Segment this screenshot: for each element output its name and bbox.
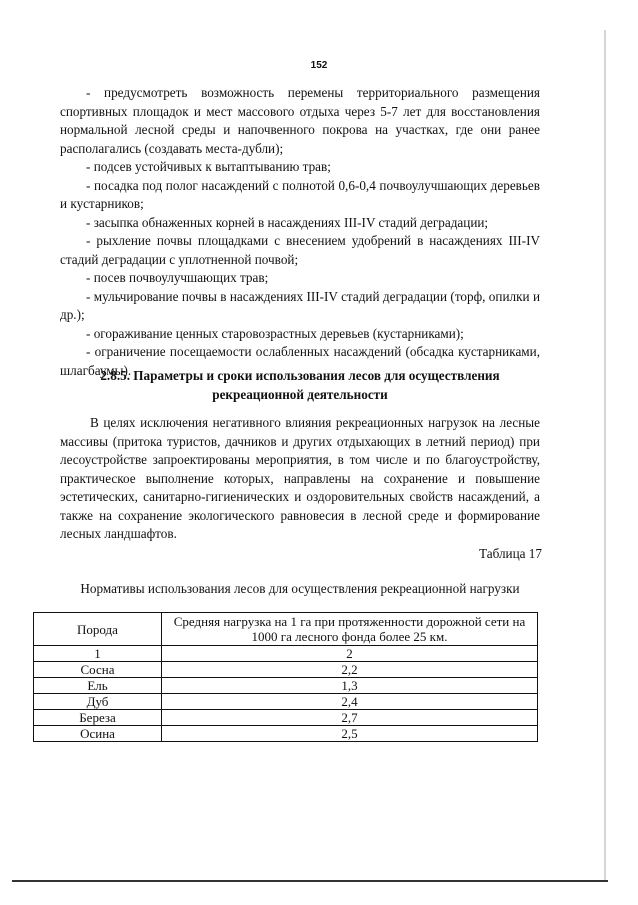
table-column-number-row (34, 646, 538, 662)
table-row (34, 710, 538, 726)
page-number: 152 (310, 60, 328, 71)
species-cell: Береза (34, 710, 162, 726)
norms-table (33, 612, 538, 742)
list-item: - посев почвоулучшающих трав; (86, 270, 269, 285)
list-item: - посадка под полог насаждений с полнотой 0,6-0,4 почвоулучшающих деревьев и кустарников; (60, 177, 540, 211)
list-item: - рыхление почвы площадками с внесением удобрений в насаждениях III-IV стадий деградации с уплотненной почвой; (60, 233, 540, 267)
list-item: - подсев устойчивых к вытаптыванию трав; (86, 159, 331, 174)
table-row (34, 694, 538, 710)
species-cell: Сосна (34, 662, 162, 678)
load-cell: 2,4 (162, 694, 538, 710)
recommendations-list (60, 84, 540, 380)
load-cell: 2,2 (162, 662, 538, 678)
header-species: Порода (34, 613, 162, 646)
list-item: - засыпка обнаженных корней в насаждениях III-IV стадий деградации; (86, 214, 489, 230)
section-heading-line1: 2.8.5. Параметры и сроки использования лесов для осуществления (100, 368, 500, 383)
header-load: Средняя нагрузка на 1 га при протяженности дорожной сети на 1000 га лесного фонда более 25 км. (162, 613, 538, 646)
table-label: Таблица 17 (479, 546, 542, 561)
table-row (34, 726, 538, 742)
species-cell: Осина (34, 726, 162, 742)
intro-paragraph: В целях исключения негативного влияния рекреационных нагрузок на лесные массивы (притока туристов, дачников и других отдыхающих в летний период) при лесоустройстве запроектированы мероприятия, в том числе и по благоустройству, практическое выполнение которых, направлены на сохранение и повышение эстетических, санитарно-гигиенических и оздоровительных свойств насаждений, а также на сохранение экологического равновесия в лесной среде и формирование лесных ландшафтов. (60, 415, 540, 541)
footer-divider (12, 880, 608, 882)
load-cell: 2,7 (162, 710, 538, 726)
section-heading (60, 367, 540, 404)
load-cell: 2,5 (162, 726, 538, 742)
page-edge-line (604, 30, 606, 880)
section-heading-line2: рекреационной деятельности (212, 386, 388, 402)
col-number: 2 (162, 646, 538, 662)
list-item: - ограничение посещаемости ослабленных насаждений (обсадка кустарниками, шлагбаумы). (60, 344, 540, 378)
species-cell: Дуб (34, 694, 162, 710)
table-row (34, 678, 538, 694)
table-caption: Нормативы использования лесов для осуществления рекреационной нагрузки (80, 581, 520, 596)
table-row (34, 662, 538, 678)
species-cell: Ель (34, 678, 162, 694)
list-item: - предусмотреть возможность перемены территориального размещения спортивных площадок и мест массового отдыха через 5-7 лет для восстановления нормальной лесной среды и напочвенного покрова на участках, где они ранее располагались (создавать места-дубли); (60, 85, 540, 156)
table-header-row (34, 613, 538, 646)
list-item: - огораживание ценных старовозрастных деревьев (кустарниками); (86, 325, 464, 341)
col-number: 1 (34, 646, 162, 662)
list-item: - мульчирование почвы в насаждениях III-IV стадий деградации (торф, опилки и др.); (60, 288, 540, 322)
load-cell: 1,3 (162, 678, 538, 694)
